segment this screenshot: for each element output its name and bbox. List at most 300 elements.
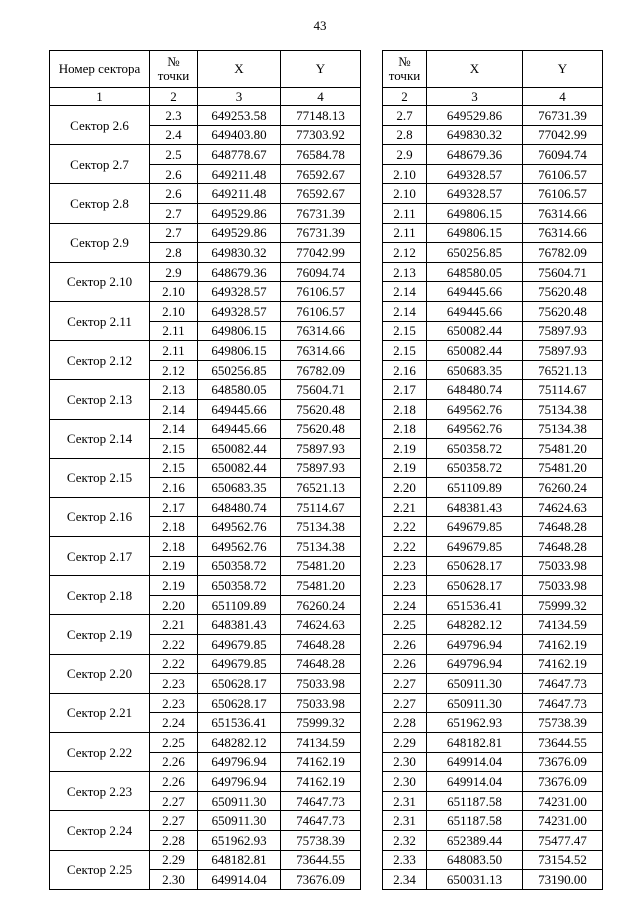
point-number-cell: 2.4	[150, 125, 198, 145]
point-number-cell: 2.29	[383, 733, 427, 753]
x-coordinate-cell: 650082.44	[198, 439, 281, 459]
y-coordinate-cell: 74162.19	[281, 772, 361, 792]
point-number-cell: 2.27	[150, 791, 198, 811]
x-coordinate-cell: 648381.43	[427, 497, 523, 517]
table-row	[383, 301, 603, 321]
point-number-cell: 2.18	[150, 537, 198, 557]
x-coordinate-cell: 648679.36	[427, 145, 523, 165]
column-number: 1	[50, 88, 150, 106]
point-number-cell: 2.6	[150, 184, 198, 204]
y-coordinate-cell: 75033.98	[281, 693, 361, 713]
point-number-cell: 2.22	[383, 517, 427, 537]
x-coordinate-cell: 651187.58	[427, 791, 523, 811]
x-coordinate-cell: 650358.72	[198, 556, 281, 576]
point-number-cell: 2.10	[383, 164, 427, 184]
x-coordinate-cell: 650031.13	[427, 870, 523, 890]
table-row	[50, 262, 361, 282]
x-coordinate-cell: 649679.85	[427, 517, 523, 537]
point-number-cell: 2.19	[383, 439, 427, 459]
x-coordinate-cell: 651962.93	[427, 713, 523, 733]
x-coordinate-cell: 652389.44	[427, 830, 523, 850]
x-coordinate-cell: 649679.85	[198, 635, 281, 655]
point-number-cell: 2.7	[150, 203, 198, 223]
point-number-cell: 2.11	[150, 341, 198, 361]
y-coordinate-cell: 75620.48	[523, 301, 603, 321]
x-coordinate-cell: 649914.04	[427, 752, 523, 772]
table-row	[50, 301, 361, 321]
y-coordinate-cell: 77303.92	[281, 125, 361, 145]
table-row	[50, 850, 361, 870]
point-number-cell: 2.18	[383, 399, 427, 419]
y-coordinate-cell: 74162.19	[281, 752, 361, 772]
x-coordinate-cell: 649328.57	[427, 184, 523, 204]
y-coordinate-cell: 75738.39	[281, 830, 361, 850]
point-number-cell: 2.19	[150, 556, 198, 576]
point-number-cell: 2.25	[150, 733, 198, 753]
point-number-cell: 2.26	[150, 772, 198, 792]
point-number-cell: 2.26	[383, 635, 427, 655]
y-coordinate-cell: 76106.57	[281, 282, 361, 302]
header-sector: Номер сектора	[50, 51, 150, 88]
y-coordinate-cell: 76106.57	[523, 184, 603, 204]
x-coordinate-cell: 651187.58	[427, 811, 523, 831]
y-coordinate-cell: 76782.09	[281, 360, 361, 380]
x-coordinate-cell: 649529.86	[427, 106, 523, 126]
table-row	[383, 282, 603, 302]
table-row	[383, 458, 603, 478]
table-row	[383, 556, 603, 576]
y-coordinate-cell: 74648.28	[523, 537, 603, 557]
x-coordinate-cell: 650256.85	[198, 360, 281, 380]
y-coordinate-cell: 76106.57	[281, 301, 361, 321]
x-coordinate-cell: 650358.72	[198, 576, 281, 596]
x-coordinate-cell: 650683.35	[198, 478, 281, 498]
left-coordinates-table	[49, 50, 361, 890]
x-coordinate-cell: 649914.04	[427, 772, 523, 792]
x-coordinate-cell: 649529.86	[198, 203, 281, 223]
x-coordinate-cell: 649445.66	[198, 399, 281, 419]
x-coordinate-cell: 649328.57	[198, 301, 281, 321]
y-coordinate-cell: 73676.09	[281, 870, 361, 890]
y-coordinate-cell: 76592.67	[281, 164, 361, 184]
header-y: Y	[523, 51, 603, 88]
header-point: № точки	[150, 51, 198, 88]
table-row	[383, 419, 603, 439]
table-row	[50, 184, 361, 204]
point-number-cell: 2.11	[383, 223, 427, 243]
table-row	[383, 752, 603, 772]
x-coordinate-cell: 649562.76	[198, 517, 281, 537]
point-number-cell: 2.8	[383, 125, 427, 145]
x-coordinate-cell: 649830.32	[198, 243, 281, 263]
x-coordinate-cell: 650683.35	[427, 360, 523, 380]
x-coordinate-cell: 649796.94	[198, 752, 281, 772]
y-coordinate-cell: 75481.20	[523, 458, 603, 478]
y-coordinate-cell: 74648.28	[281, 635, 361, 655]
table-row	[383, 478, 603, 498]
y-coordinate-cell: 75620.48	[281, 399, 361, 419]
y-coordinate-cell: 75738.39	[523, 713, 603, 733]
point-number-cell: 2.11	[383, 203, 427, 223]
table-row	[50, 576, 361, 596]
x-coordinate-cell: 650628.17	[427, 576, 523, 596]
table-row	[50, 772, 361, 792]
point-number-cell: 2.21	[383, 497, 427, 517]
table-row	[383, 380, 603, 400]
y-coordinate-cell: 75114.67	[523, 380, 603, 400]
left-table-body	[50, 106, 361, 890]
sector-name-cell: Сектор 2.18	[50, 576, 150, 615]
x-coordinate-cell: 648182.81	[198, 850, 281, 870]
y-coordinate-cell: 76314.66	[523, 203, 603, 223]
point-number-cell: 2.28	[150, 830, 198, 850]
table-row	[383, 693, 603, 713]
point-number-cell: 2.29	[150, 850, 198, 870]
point-number-cell: 2.27	[383, 693, 427, 713]
point-number-cell: 2.22	[383, 537, 427, 557]
y-coordinate-cell: 75620.48	[523, 282, 603, 302]
x-coordinate-cell: 651109.89	[198, 595, 281, 615]
y-coordinate-cell: 76782.09	[523, 243, 603, 263]
point-number-cell: 2.20	[383, 478, 427, 498]
y-coordinate-cell: 76592.67	[281, 184, 361, 204]
table-row	[50, 733, 361, 753]
x-coordinate-cell: 648282.12	[198, 733, 281, 753]
point-number-cell: 2.30	[383, 752, 427, 772]
y-coordinate-cell: 74231.00	[523, 811, 603, 831]
point-number-cell: 2.30	[150, 870, 198, 890]
x-coordinate-cell: 648778.67	[198, 145, 281, 165]
y-coordinate-cell: 74647.73	[523, 693, 603, 713]
y-coordinate-cell: 76094.74	[281, 262, 361, 282]
y-coordinate-cell: 75620.48	[281, 419, 361, 439]
header-x: X	[427, 51, 523, 88]
y-coordinate-cell: 74624.63	[281, 615, 361, 635]
x-coordinate-cell: 648083.50	[427, 850, 523, 870]
point-number-cell: 2.33	[383, 850, 427, 870]
y-coordinate-cell: 74134.59	[523, 615, 603, 635]
y-coordinate-cell: 77042.99	[523, 125, 603, 145]
table-row	[383, 517, 603, 537]
right-table-body	[383, 106, 603, 890]
point-number-cell: 2.9	[150, 262, 198, 282]
table-row	[383, 576, 603, 596]
y-coordinate-cell: 76314.66	[281, 341, 361, 361]
x-coordinate-cell: 649445.66	[427, 301, 523, 321]
table-row	[50, 341, 361, 361]
x-coordinate-cell: 648282.12	[427, 615, 523, 635]
x-coordinate-cell: 649830.32	[427, 125, 523, 145]
y-coordinate-cell: 75134.38	[523, 399, 603, 419]
point-number-cell: 2.14	[383, 282, 427, 302]
table-row	[383, 164, 603, 184]
table-row	[50, 458, 361, 478]
table-row	[383, 791, 603, 811]
y-coordinate-cell: 74647.73	[523, 674, 603, 694]
x-coordinate-cell: 649806.15	[198, 341, 281, 361]
sector-name-cell: Сектор 2.24	[50, 811, 150, 850]
x-coordinate-cell: 648480.74	[427, 380, 523, 400]
x-coordinate-cell: 650911.30	[198, 791, 281, 811]
x-coordinate-cell: 649679.85	[427, 537, 523, 557]
x-coordinate-cell: 649914.04	[198, 870, 281, 890]
x-coordinate-cell: 649328.57	[198, 282, 281, 302]
sector-name-cell: Сектор 2.8	[50, 184, 150, 223]
x-coordinate-cell: 651962.93	[198, 830, 281, 850]
column-number: 3	[198, 88, 281, 106]
x-coordinate-cell: 649796.94	[198, 772, 281, 792]
x-coordinate-cell: 649211.48	[198, 184, 281, 204]
table-row	[383, 850, 603, 870]
x-coordinate-cell: 650082.44	[427, 341, 523, 361]
y-coordinate-cell: 74624.63	[523, 497, 603, 517]
table-row	[50, 693, 361, 713]
y-coordinate-cell: 75897.93	[281, 458, 361, 478]
y-coordinate-cell: 75481.20	[281, 556, 361, 576]
y-coordinate-cell: 73154.52	[523, 850, 603, 870]
y-coordinate-cell: 76731.39	[281, 223, 361, 243]
point-number-cell: 2.6	[150, 164, 198, 184]
table-row	[383, 360, 603, 380]
y-coordinate-cell: 76521.13	[281, 478, 361, 498]
y-coordinate-cell: 76314.66	[281, 321, 361, 341]
sector-name-cell: Сектор 2.15	[50, 458, 150, 497]
point-number-cell: 2.7	[383, 106, 427, 126]
table-row	[383, 674, 603, 694]
point-number-cell: 2.25	[383, 615, 427, 635]
sector-name-cell: Сектор 2.12	[50, 341, 150, 380]
sector-name-cell: Сектор 2.17	[50, 537, 150, 576]
table-row	[383, 321, 603, 341]
table-row	[50, 811, 361, 831]
point-number-cell: 2.9	[383, 145, 427, 165]
y-coordinate-cell: 74162.19	[523, 635, 603, 655]
x-coordinate-cell: 649806.15	[198, 321, 281, 341]
point-number-cell: 2.15	[383, 341, 427, 361]
point-number-cell: 2.22	[150, 654, 198, 674]
y-coordinate-cell: 74647.73	[281, 791, 361, 811]
sector-name-cell: Сектор 2.10	[50, 262, 150, 301]
point-number-cell: 2.7	[150, 223, 198, 243]
point-number-cell: 2.15	[150, 458, 198, 478]
y-coordinate-cell: 76314.66	[523, 223, 603, 243]
x-coordinate-cell: 650358.72	[427, 458, 523, 478]
point-number-cell: 2.24	[150, 713, 198, 733]
x-coordinate-cell: 650628.17	[427, 556, 523, 576]
table-row	[50, 615, 361, 635]
table-row	[50, 654, 361, 674]
table-row	[50, 537, 361, 557]
x-coordinate-cell: 651536.41	[427, 595, 523, 615]
y-coordinate-cell: 75033.98	[523, 556, 603, 576]
x-coordinate-cell: 649796.94	[427, 654, 523, 674]
y-coordinate-cell: 74648.28	[281, 654, 361, 674]
y-coordinate-cell: 76260.24	[281, 595, 361, 615]
table-row	[383, 439, 603, 459]
x-coordinate-cell: 649328.57	[427, 164, 523, 184]
point-number-cell: 2.15	[383, 321, 427, 341]
y-coordinate-cell: 75134.38	[523, 419, 603, 439]
y-coordinate-cell: 76094.74	[523, 145, 603, 165]
table-row	[50, 106, 361, 126]
point-number-cell: 2.20	[150, 595, 198, 615]
point-number-cell: 2.3	[150, 106, 198, 126]
x-coordinate-cell: 648480.74	[198, 497, 281, 517]
point-number-cell: 2.17	[383, 380, 427, 400]
x-coordinate-cell: 649445.66	[427, 282, 523, 302]
y-coordinate-cell: 75481.20	[281, 576, 361, 596]
sector-name-cell: Сектор 2.19	[50, 615, 150, 654]
x-coordinate-cell: 650911.30	[427, 693, 523, 713]
x-coordinate-cell: 648679.36	[198, 262, 281, 282]
table-row	[383, 595, 603, 615]
y-coordinate-cell: 75999.32	[523, 595, 603, 615]
y-coordinate-cell: 76584.78	[281, 145, 361, 165]
table-row	[383, 184, 603, 204]
point-number-cell: 2.18	[150, 517, 198, 537]
table-row	[50, 223, 361, 243]
x-coordinate-cell: 649562.76	[427, 399, 523, 419]
x-coordinate-cell: 649806.15	[427, 223, 523, 243]
table-row	[50, 380, 361, 400]
y-coordinate-cell: 73676.09	[523, 772, 603, 792]
x-coordinate-cell: 649253.58	[198, 106, 281, 126]
x-coordinate-cell: 651109.89	[427, 478, 523, 498]
x-coordinate-cell: 650082.44	[198, 458, 281, 478]
y-coordinate-cell: 75033.98	[523, 576, 603, 596]
table-row	[50, 419, 361, 439]
x-coordinate-cell: 649806.15	[427, 203, 523, 223]
point-number-cell: 2.23	[150, 674, 198, 694]
table-row	[383, 870, 603, 890]
table-row	[383, 106, 603, 126]
table-row	[383, 341, 603, 361]
x-coordinate-cell: 651536.41	[198, 713, 281, 733]
point-number-cell: 2.16	[383, 360, 427, 380]
table-row	[383, 635, 603, 655]
x-coordinate-cell: 649562.76	[198, 537, 281, 557]
point-number-cell: 2.12	[150, 360, 198, 380]
sector-name-cell: Сектор 2.13	[50, 380, 150, 419]
point-number-cell: 2.32	[383, 830, 427, 850]
point-number-cell: 2.13	[383, 262, 427, 282]
table-row	[383, 497, 603, 517]
point-number-cell: 2.5	[150, 145, 198, 165]
point-number-cell: 2.10	[150, 301, 198, 321]
point-number-cell: 2.14	[150, 399, 198, 419]
y-coordinate-cell: 74647.73	[281, 811, 361, 831]
point-number-cell: 2.15	[150, 439, 198, 459]
table-row	[383, 243, 603, 263]
x-coordinate-cell: 649403.80	[198, 125, 281, 145]
column-number: 2	[150, 88, 198, 106]
point-number-cell: 2.14	[383, 301, 427, 321]
table-row	[383, 654, 603, 674]
point-number-cell: 2.27	[383, 674, 427, 694]
header-x: X	[198, 51, 281, 88]
table-row	[383, 772, 603, 792]
y-coordinate-cell: 76731.39	[523, 106, 603, 126]
y-coordinate-cell: 75604.71	[523, 262, 603, 282]
point-number-cell: 2.22	[150, 635, 198, 655]
point-number-cell: 2.19	[150, 576, 198, 596]
x-coordinate-cell: 650911.30	[198, 811, 281, 831]
x-coordinate-cell: 648381.43	[198, 615, 281, 635]
point-number-cell: 2.31	[383, 811, 427, 831]
y-coordinate-cell: 76731.39	[281, 203, 361, 223]
y-coordinate-cell: 75897.93	[281, 439, 361, 459]
point-number-cell: 2.10	[383, 184, 427, 204]
column-number: 3	[427, 88, 523, 106]
y-coordinate-cell: 74648.28	[523, 517, 603, 537]
right-coordinates-table	[382, 50, 603, 890]
sector-name-cell: Сектор 2.11	[50, 301, 150, 340]
table-row	[383, 830, 603, 850]
table-row	[383, 203, 603, 223]
table-row	[383, 223, 603, 243]
sector-name-cell: Сектор 2.22	[50, 733, 150, 772]
y-coordinate-cell: 75999.32	[281, 713, 361, 733]
table-row	[383, 399, 603, 419]
y-coordinate-cell: 75134.38	[281, 517, 361, 537]
point-number-cell: 2.21	[150, 615, 198, 635]
point-number-cell: 2.10	[150, 282, 198, 302]
x-coordinate-cell: 649562.76	[427, 419, 523, 439]
point-number-cell: 2.12	[383, 243, 427, 263]
y-coordinate-cell: 75114.67	[281, 497, 361, 517]
point-number-cell: 2.17	[150, 497, 198, 517]
page-number: 43	[313, 18, 327, 33]
point-number-cell: 2.23	[383, 576, 427, 596]
table-row	[383, 145, 603, 165]
table-row	[50, 145, 361, 165]
x-coordinate-cell: 648580.05	[427, 262, 523, 282]
sector-name-cell: Сектор 2.20	[50, 654, 150, 693]
y-coordinate-cell: 76521.13	[523, 360, 603, 380]
y-coordinate-cell: 75134.38	[281, 537, 361, 557]
table-row	[383, 262, 603, 282]
point-number-cell: 2.28	[383, 713, 427, 733]
sector-name-cell: Сектор 2.16	[50, 497, 150, 536]
x-coordinate-cell: 650082.44	[427, 321, 523, 341]
point-number-cell: 2.26	[150, 752, 198, 772]
point-number-cell: 2.26	[383, 654, 427, 674]
table-row	[383, 615, 603, 635]
y-coordinate-cell: 73644.55	[523, 733, 603, 753]
table-row	[383, 733, 603, 753]
point-number-cell: 2.13	[150, 380, 198, 400]
x-coordinate-cell: 650256.85	[427, 243, 523, 263]
table-row	[383, 811, 603, 831]
sector-name-cell: Сектор 2.25	[50, 850, 150, 889]
column-number: 2	[383, 88, 427, 106]
y-coordinate-cell: 75033.98	[281, 674, 361, 694]
y-coordinate-cell: 75481.20	[523, 439, 603, 459]
y-coordinate-cell: 73676.09	[523, 752, 603, 772]
x-coordinate-cell: 649529.86	[198, 223, 281, 243]
x-coordinate-cell: 649211.48	[198, 164, 281, 184]
y-coordinate-cell: 74162.19	[523, 654, 603, 674]
sector-name-cell: Сектор 2.21	[50, 693, 150, 732]
y-coordinate-cell: 74134.59	[281, 733, 361, 753]
y-coordinate-cell: 77042.99	[281, 243, 361, 263]
point-number-cell: 2.30	[383, 772, 427, 792]
table-row	[383, 713, 603, 733]
column-number: 4	[523, 88, 603, 106]
point-number-cell: 2.31	[383, 791, 427, 811]
column-number: 4	[281, 88, 361, 106]
x-coordinate-cell: 649796.94	[427, 635, 523, 655]
